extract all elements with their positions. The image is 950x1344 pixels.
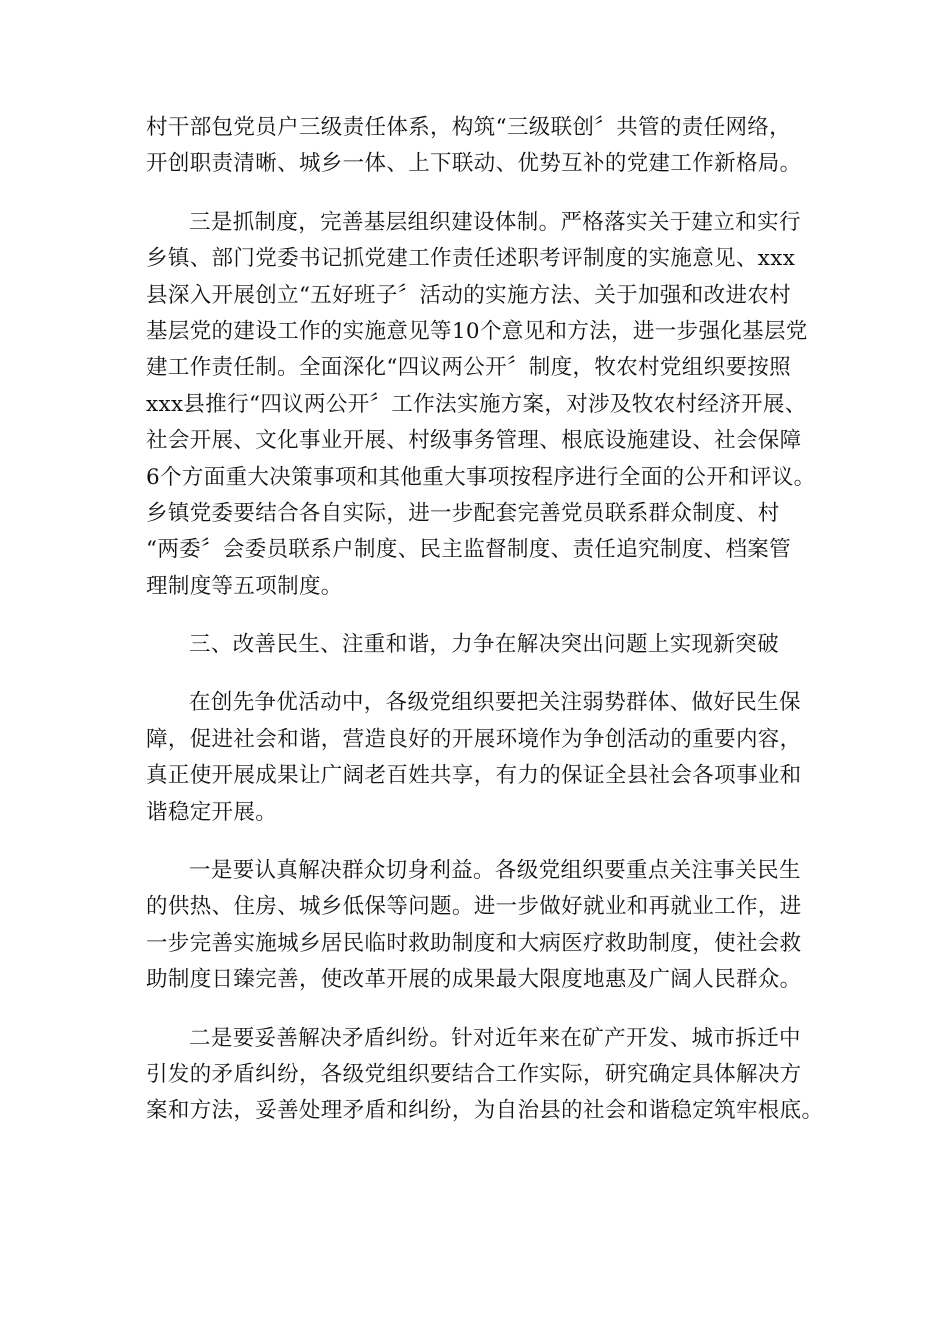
paragraph-institution-building <box>146 205 816 605</box>
text-line: 在创先争优活动中，各级党组织要把关注弱势群体、做好民生保 <box>189 690 801 716</box>
text-line: 乡镇党委要结合各自实际，进一步配套完善党员联系群众制度、村 <box>146 500 780 526</box>
text-line: “两委〞会委员联系户制度、民主监督制度、责任追究制度、档案管 <box>146 537 791 563</box>
text-line: 一是要认真解决群众切身利益。各级党组织要重点关注事关民生 <box>189 858 801 884</box>
text-line: 开创职责清晰、城乡一体、上下联动、优势互补的党建工作新格局。 <box>146 151 802 177</box>
text-line: 二是要妥善解决矛盾纠纷。针对近年来在矿产开发、城市拆迁中 <box>189 1025 801 1051</box>
text-line: 三是抓制度，完善基层组织建设体制。严格落实关于建立和实行 <box>189 209 801 235</box>
text-line: 6个方面重大决策事项和其他重大事项按程序进行全面的公开和评议。 <box>146 464 816 490</box>
paragraph-public-interest <box>146 853 806 999</box>
text-line: 助制度日臻完善，使改革开展的成果最大限度地惠及广阔人民群众。 <box>146 967 802 993</box>
text-line: 县深入开展创立“五好班子〞活动的实施方法、关于加强和改进农村 <box>146 282 791 308</box>
text-line: 障，促进社会和谐，营造良好的开展环境作为争创活动的重要内容， <box>146 726 802 752</box>
text-line: 谐稳定开展。 <box>146 799 278 825</box>
paragraph-responsibility-network <box>146 110 806 183</box>
heading-line: 三、改善民生、注重和谐，力争在解决突出问题上实现新突破 <box>189 632 779 658</box>
text-line: 乡镇、部门党委书记抓党建工作责任述职考评制度的实施意见、xxx <box>146 246 796 272</box>
paragraph-dispute-resolution <box>146 1021 824 1130</box>
text-line: 村干部包党员户三级责任体系，构筑“三级联创〞共管的责任网络， <box>146 115 791 140</box>
section-heading <box>146 627 806 663</box>
text-line: 一步完善实施城乡居民临时救助制度和大病医疗救助制度，使社会救 <box>146 930 802 956</box>
text-line: 社会开展、文化事业开展、村级事务管理、根底设施建设、社会保障 <box>146 428 802 454</box>
text-line: xxx县推行“四议两公开〞工作法实施方案，对涉及牧农村经济开展、 <box>146 391 807 417</box>
document-page <box>146 110 824 1152</box>
text-line: 建工作责任制。全面深化“四议两公开〞制度，牧农村党组织要按照 <box>146 355 791 381</box>
text-line: 基层党的建设工作的实施意见等10个意见和方法，进一步强化基层党 <box>146 318 808 344</box>
text-line: 的供热、住房、城乡低保等问题。进一步做好就业和再就业工作，进 <box>146 894 802 920</box>
text-line: 案和方法，妥善处理矛盾和纠纷，为自治县的社会和谐稳定筑牢根底。 <box>146 1098 824 1124</box>
text-line: 真正使开展成果让广阔老百姓共享，有力的保证全县社会各项事业和 <box>146 763 802 789</box>
text-line: 引发的矛盾纠纷，各级党组织要结合工作实际，研究确定具体解决方 <box>146 1061 802 1087</box>
text-line: 理制度等五项制度。 <box>146 573 343 599</box>
paragraph-livelihood-intro <box>146 685 806 831</box>
